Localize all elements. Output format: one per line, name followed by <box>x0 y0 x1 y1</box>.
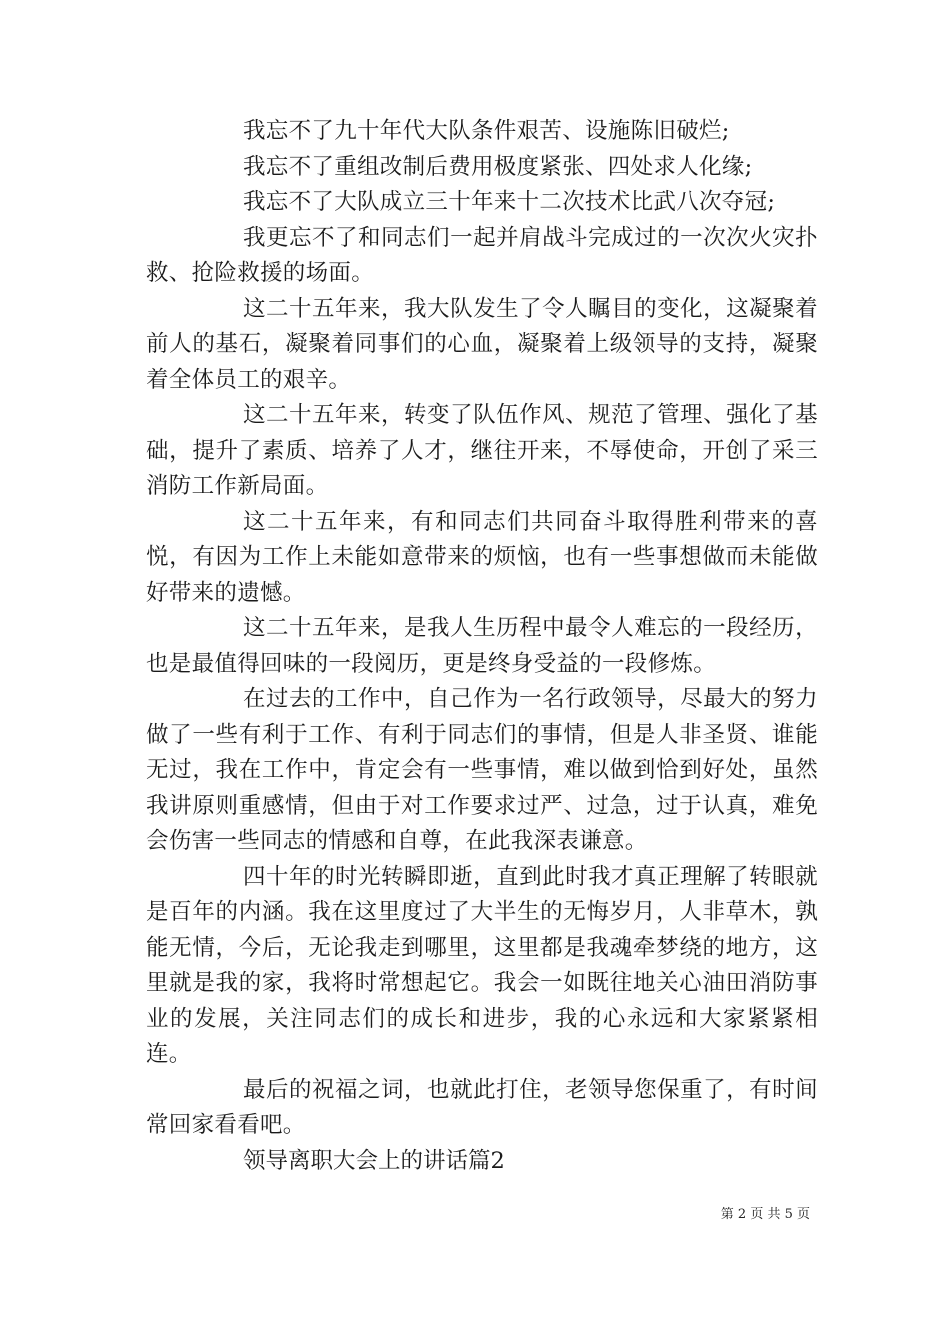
paragraph-10: 四十年的时光转瞬即逝，直到此时我才真正理解了转眼就是百年的内涵。我在这里度过了大半生的无悔岁月，人非草木，孰能无情，今后，无论我走到哪里，这里都是我魂牵梦绕的地方，这里就是我的家，我将时常想起它。我会一如既往地关心油田消防事业的发展，关注同志们的成长和进步，我的心永远和大家紧紧相连。 <box>146 863 818 1067</box>
paragraph-1: 我忘不了九十年代大队条件艰苦、设施陈旧破烂; <box>243 118 730 144</box>
paragraph-3: 我忘不了大队成立三十年来十二次技术比武八次夺冠; <box>243 189 776 215</box>
paragraph-7: 这二十五年来，有和同志们共同奋斗取得胜利带来的喜悦，有因为工作上未能如意带来的烦恼，也有一些事想做而未能做好带来的遗憾。 <box>146 508 818 606</box>
paragraph-9: 在过去的工作中，自己作为一名行政领导，尽最大的努力做了一些有利于工作、有利于同志们的事情，但是人非圣贤、谁能无过，我在工作中，肯定会有一些事情，难以做到恰到好处，虽然我讲原则重感情，但由于对工作要求过严、过急，过于认真，难免会伤害一些同志的情感和自尊，在此我深表谦意。 <box>146 686 818 854</box>
paragraph-2: 我忘不了重组改制后费用极度紧张、四处求人化缘; <box>243 153 753 180</box>
page-number: 第 2 页 共 5 页 <box>720 1207 810 1222</box>
paragraph-6: 这二十五年来，转变了队伍作风、规范了管理、强化了基础，提升了素质、培养了人才，继往开来，不辱使命，开创了采三消防工作新局面。 <box>146 402 818 499</box>
paragraph-11: 最后的祝福之词，也就此打住，老领导您保重了，有时间常回家看看吧。 <box>146 1076 818 1138</box>
section-heading: 领导离职大会上的讲话篇2 <box>243 1147 505 1174</box>
paragraph-4: 我更忘不了和同志们一起并肩战斗完成过的一次次火灾扑救、抢险救援的场面。 <box>146 224 818 286</box>
paragraph-8: 这二十五年来，是我人生历程中最令人难忘的一段经历，也是最值得回味的一段阅历，更是终身受益的一段修炼。 <box>146 615 818 677</box>
document-body <box>146 114 818 1179</box>
paragraph-5: 这二十五年来，我大队发生了令人瞩目的变化，这凝聚着前人的基石，凝聚着同事们的心血，凝聚着上级领导的支持，凝聚着全体员工的艰辛。 <box>146 295 818 393</box>
